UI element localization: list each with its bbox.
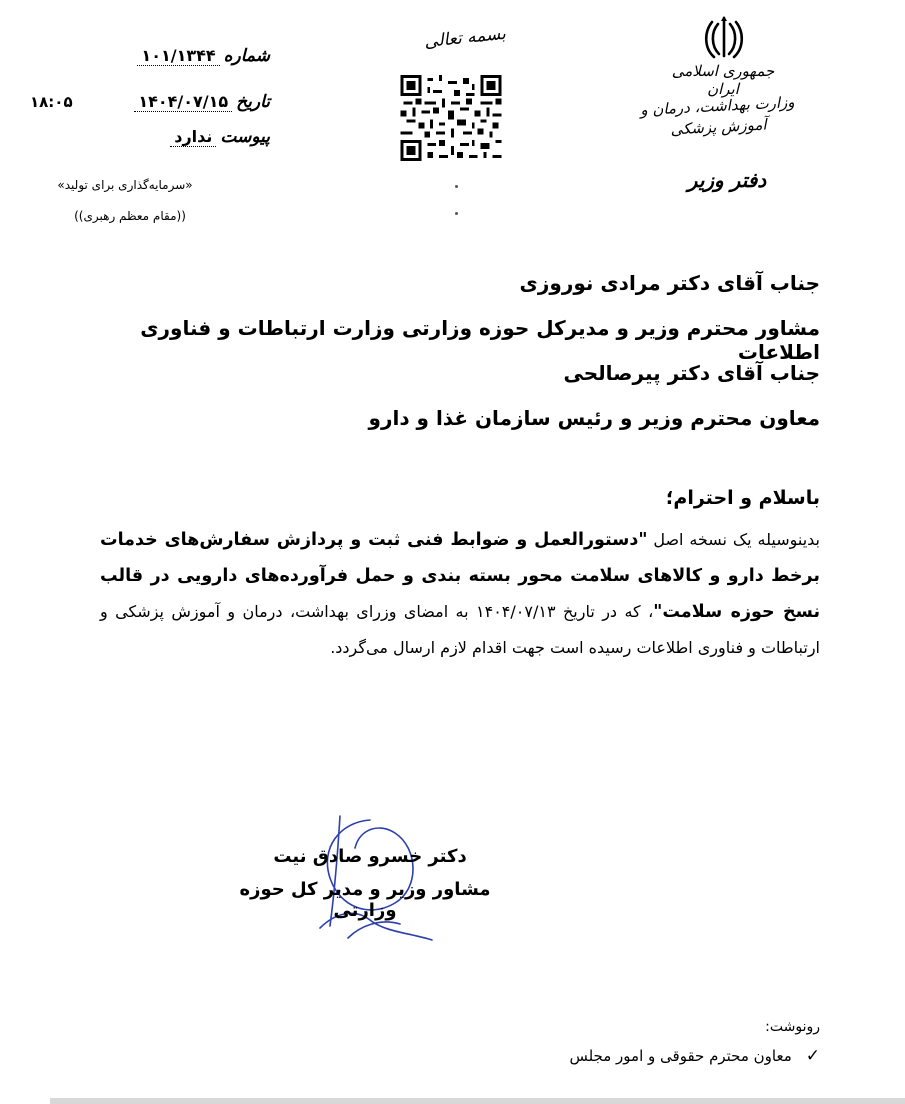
slogan: «سرمایه‌گذاری برای تولید» <box>57 178 193 192</box>
office-title: دفتر وزیر <box>687 168 767 192</box>
recipient-1-name: جناب آقای دکتر مرادی نوروزی <box>519 271 820 295</box>
date-value: ۱۴۰۴/۰۷/۱۵ <box>134 92 232 112</box>
checkmark-icon: ✓ <box>805 1046 820 1066</box>
signer-title: مشاور وزیر و مدیر کل حوزه وزارتی <box>239 879 491 921</box>
attachment-value: ندارد <box>170 127 216 147</box>
recipient-1-title: مشاور محترم وزیر و مدیرکل حوزه وزارتی وزارت ارتباطات و فناوری اطلاعات <box>140 316 820 364</box>
speck <box>455 185 458 188</box>
recipient-2-title: معاون محترم وزیر و رئیس سازمان غذا و دارو <box>368 406 820 430</box>
attachment-row <box>70 125 270 149</box>
iran-emblem-icon <box>703 14 745 62</box>
speck <box>455 212 458 215</box>
greeting: باسلام و احترام؛ <box>665 487 820 509</box>
slogan-source: ((مقام معظم رهبری)) <box>74 209 186 223</box>
body-rest: ، که در تاریخ ۱۴۰۴/۰۷/۱۳ به امضای وزرای بهداشت، درمان و آموزش پزشکی و ارتباطات و فناوری اطلاعات رسیده است جهت اقدام لازم ارسال می‌گردد. <box>100 602 820 657</box>
recipient-2-name: جناب آقای دکتر پیرصالحی <box>563 361 820 385</box>
letter-body <box>100 522 820 666</box>
letter-time: ۱۸:۰۵ <box>30 93 73 111</box>
handwritten-signature <box>300 808 450 948</box>
date-label: تاریخ <box>236 92 270 112</box>
cc-item-text: معاون محترم حقوقی و امور مجلس <box>569 1047 792 1065</box>
attachment-label: پیوست <box>220 127 270 147</box>
letter-number-row <box>70 44 270 68</box>
number-value: ۱۰۱/۱۳۴۴ <box>137 46 219 66</box>
qr-code <box>400 75 502 161</box>
country-name: جمهوری اسلامی ایران <box>671 62 775 98</box>
ministry-name: وزارت بهداشت، درمان و آموزش پزشکی <box>639 92 795 139</box>
cc-item <box>569 1046 820 1066</box>
letter-date-row <box>70 90 270 114</box>
document-title: "دستورالعمل و ضوابط فنی ثبت و پردازش سفارش‌های خدمات برخط دارو و کالاهای سلامت محور بسته بندی و حمل فرآورده‌های دارویی در قالب نسخ حوزه سلامت" <box>100 530 821 622</box>
bismillah-heading: بسمه تعالی <box>423 23 507 53</box>
signer-name: دکتر خسرو صادق نیت <box>273 846 467 867</box>
number-label: شماره <box>223 46 270 66</box>
cc-label: رونوشت: <box>765 1019 820 1035</box>
page-bottom-edge <box>50 1098 905 1104</box>
body-intro: بدینوسیله یک نسخه اصل <box>653 530 820 549</box>
